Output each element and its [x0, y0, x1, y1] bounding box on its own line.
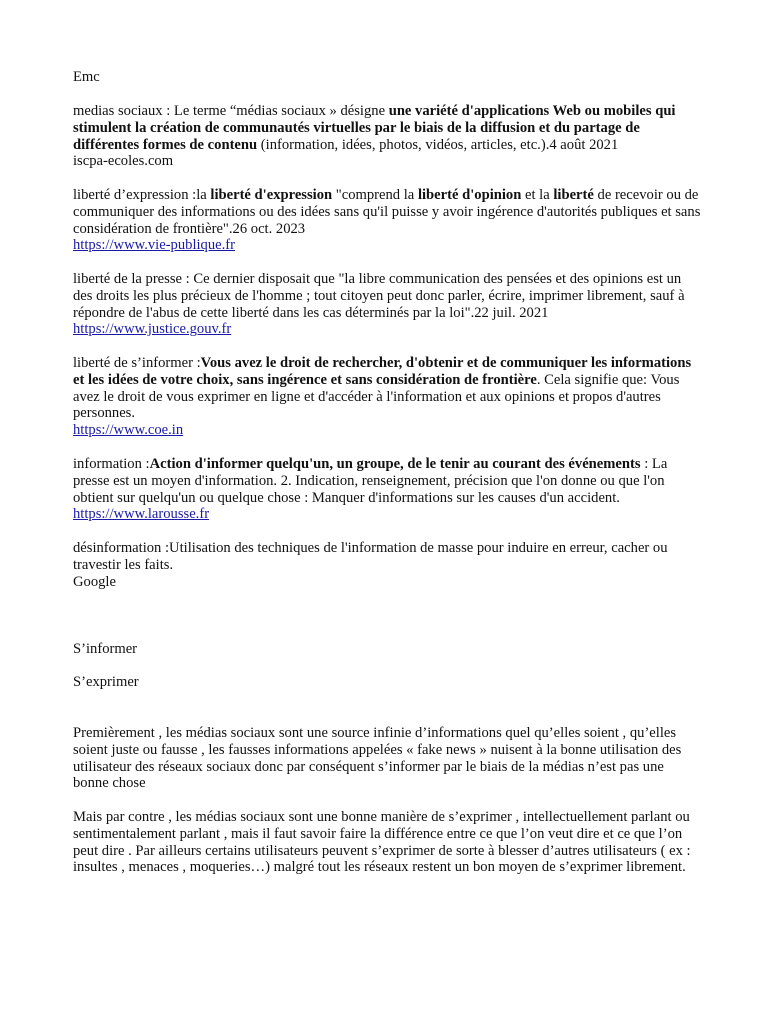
- definition-liberte-expression: [73, 187, 703, 254]
- sinformer-label: liberté de s’informer :: [73, 355, 201, 371]
- medias-details: (information, idées, photos, vidéos, articles, etc.).4 août 2021: [257, 136, 619, 153]
- link-coe[interactable]: https://www.coe.in: [73, 422, 184, 439]
- expression-bold-3: liberté: [553, 187, 594, 203]
- document-title: Emc: [73, 69, 100, 85]
- definition-liberte-sinformer: [73, 355, 703, 439]
- expression-text-4: de recevoir ou de communiquer des informations ou des idées sans qu'il puisse y avoir ingérence d'autorités publiques et sans considération de frontière".26 oct. 2023: [73, 187, 701, 237]
- desinformation-text: désinformation :Utilisation des techniques de l'information de masse pour induire en erreur, cacher ou travestir les faits.: [73, 540, 668, 573]
- expression-bold-1: liberté d'expression: [210, 187, 333, 203]
- expression-label: liberté d’expression :la: [73, 187, 211, 203]
- link-larousse[interactable]: https://www.larousse.fr: [73, 506, 210, 523]
- sinformer-details: . Cela signifie que: Vous avez le droit de vous exprimer en ligne et d'accéder à l'information et aux opinions et propos d'autres personnes.: [73, 371, 680, 422]
- definition-desinformation: [73, 540, 703, 590]
- desinformation-source: Google: [73, 573, 116, 590]
- information-details: : La presse est un moyen d'information. 2. Indication, renseignement, précision que l'on donne ou que l'on obtient sur quelqu'un ou quelque chose : Manquer d'informations sur les causes d'un accident.: [73, 456, 668, 506]
- information-label: information :: [73, 456, 150, 472]
- definition-liberte-presse: [73, 271, 703, 338]
- definition-medias-sociaux: [73, 103, 703, 170]
- heading-sexprimer: S’exprimer: [73, 674, 139, 690]
- link-justice-gouv[interactable]: https://www.justice.gouv.fr: [73, 321, 232, 338]
- expression-text-2: "comprend la: [332, 187, 418, 203]
- paragraph-sexprimer: Mais par contre , les médias sociaux sont une bonne manière de s’exprimer , intellectuellement parlant ou sentimentalement parlant , mais il faut savoir faire la différence entre ce que l’on veut dire et ce que l’on peut dire . Par ailleurs certains utilisateurs peuvent s’exprimer de sorte à blesser d’autres utilisateurs ( ex : insultes , menaces , moqueries…) malgré tout les réseaux restent un bon moyen de s’exprimer librement.: [73, 809, 691, 876]
- expression-bold-2: liberté d'opinion: [417, 187, 522, 203]
- link-vie-publique[interactable]: https://www.vie-publique.fr: [73, 237, 235, 254]
- presse-text: liberté de la presse : Ce dernier disposait que "la libre communication des pensées et des opinions est un des droits les plus précieux de l'homme ; tout citoyen peut donc parler, écrire, imprimer librement, sauf à répondre de l'abus de cette liberté dans les cas déterminés par la loi".22 juil. 2021: [73, 271, 685, 321]
- heading-sinformer: S’informer: [73, 641, 138, 657]
- medias-bold-definition: une variété d'applications Web ou mobiles qui stimulent la création de communautés virtuelles par le biais de la diffusion et du partage de différentes formes de contenu: [73, 103, 676, 153]
- medias-intro: medias sociaux : Le terme “médias sociaux » désigne: [73, 103, 389, 119]
- information-bold: Action d'informer quelqu'un, un groupe, de le tenir au courant des événements: [149, 456, 641, 472]
- sinformer-bold: Vous avez le droit de rechercher, d'obtenir et de communiquer les informations et les idées de votre choix, sans ingérence et sans considération de frontière: [73, 355, 692, 388]
- paragraph-sinformer: Premièrement , les médias sociaux sont une source infinie d’informations quel qu’elles soient , qu’elles soient juste ou fausse , les fausses informations appelées « fake news » nuisent à la bonne utilisation des utilisateur des réseaux sociaux donc par conséquent s’informer par le biais de la médias n’est pas une bonne chose: [73, 725, 682, 792]
- expression-text-3: et la: [521, 187, 554, 203]
- definition-information: [73, 456, 703, 523]
- medias-source: iscpa-ecoles.com: [73, 153, 174, 170]
